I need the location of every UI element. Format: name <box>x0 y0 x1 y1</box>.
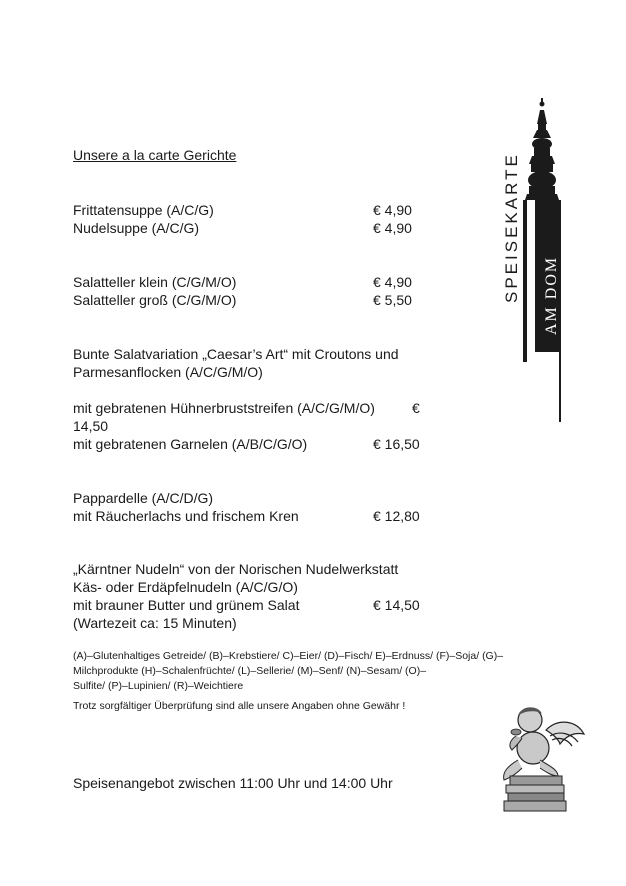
dish-description: „Kärntner Nudeln“ von der Norischen Nudelwerkstatt <box>73 561 399 577</box>
cherub-illustration <box>488 700 588 815</box>
allergen-legend-line: (A)–Glutenhaltiges Getreide/ (B)–Krebstiere/ C)–Eier/ (D)–Fisch/ E)–Erdnuss/ (F)–Soja/ (G)– <box>73 650 504 662</box>
allergen-legend-line: Milchprodukte (H)–Schalenfrüchte/ (L)–Sellerie/ (M)–Senf/ (N)–Sesam/ (O)– <box>73 665 427 677</box>
logo-text-speisekarte: SPEISEKARTE <box>502 152 521 303</box>
menu-item-price: € 5,50 <box>373 292 412 308</box>
allergen-legend-line: Sulfite/ (P)–Lupinien/ (R)–Weichtiere <box>73 680 244 692</box>
logo-text-am-dom: AM DOM <box>543 255 560 335</box>
menu-item-price: € 4,90 <box>373 220 412 236</box>
page-title: Unsere a la carte Gerichte <box>73 147 237 163</box>
dish-description: Käs- oder Erdäpfelnudeln (A/C/G/O) <box>73 579 298 595</box>
dish-description: Pappardelle (A/C/D/G) <box>73 490 214 506</box>
menu-item-name: Salatteller klein (C/G/M/O) <box>73 274 237 290</box>
menu-item-name: Frittatensuppe (A/C/G) <box>73 202 214 218</box>
dish-description: mit brauner Butter und grünem Salat <box>73 597 300 613</box>
service-times: Speisenangebot zwischen 11:00 Uhr und 14:00 Uhr <box>73 775 393 791</box>
dish-description: Bunte Salatvariation „Caesar’s Art“ mit Croutons und <box>73 346 399 362</box>
menu-item-name: Salatteller groß (C/G/M/O) <box>73 292 237 308</box>
disclaimer: Trotz sorgfältiger Überprüfung sind alle unsere Angaben ohne Gewähr ! <box>73 700 406 712</box>
dish-option-price-value: 14,50 <box>73 418 109 434</box>
menu-item-price: € 4,90 <box>373 274 412 290</box>
dish-option-price: € 16,50 <box>373 436 420 452</box>
menu-item-price: € 4,90 <box>373 202 412 218</box>
dish-option-price-symbol: € <box>412 400 420 416</box>
menu-item-name: Nudelsuppe (A/C/G) <box>73 220 200 236</box>
dish-option-name: mit gebratenen Garnelen (A/B/C/G/O) <box>73 436 308 452</box>
dish-note: (Wartezeit ca: 15 Minuten) <box>73 615 237 631</box>
dish-option-name: mit gebratenen Hühnerbruststreifen (A/C/G/M/O) <box>73 400 375 416</box>
speisekarte-am-dom-logo <box>493 98 593 428</box>
menu-item-price: € 12,80 <box>373 508 420 524</box>
dish-description: Parmesanflocken (A/C/G/M/O) <box>73 364 263 380</box>
dish-description: mit Räucherlachs und frischem Kren <box>73 508 299 524</box>
menu-item-price: € 14,50 <box>373 597 420 613</box>
